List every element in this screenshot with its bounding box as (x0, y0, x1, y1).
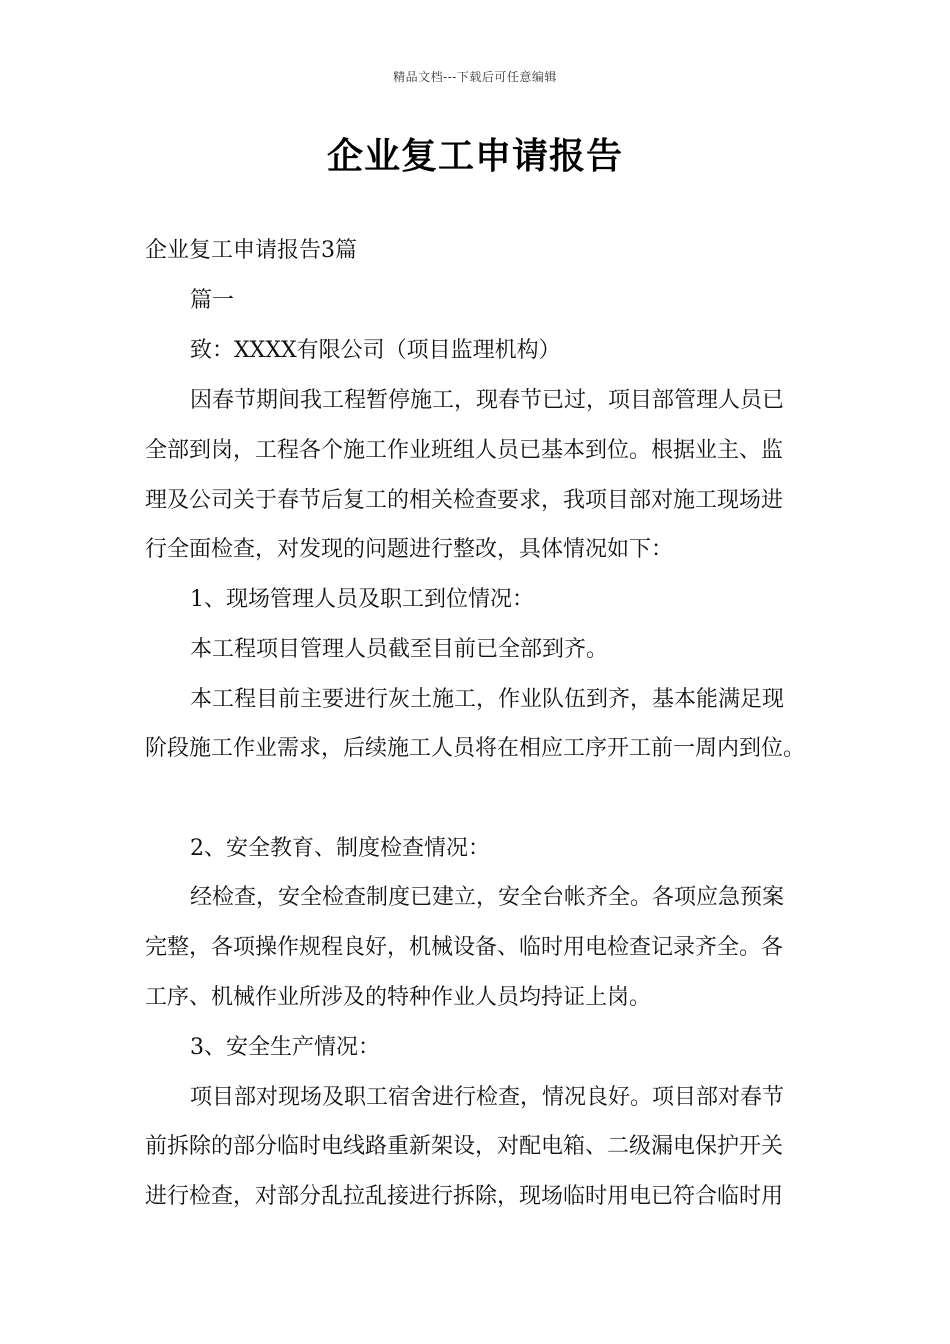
paragraph-line: 阶段施工作业需求，后续施工人员将在相应工序开工前一周内到位。 (145, 736, 806, 761)
paragraph-line: 进行检查，对部分乱拉乱接进行拆除，现场临时用电已符合临时用 (145, 1184, 784, 1209)
paragraph-line: 本工程目前主要进行灰土施工，作业队伍到齐，基本能满足现 (190, 687, 785, 712)
paragraph-line: 行全面检查，对发现的问题进行整改，具体情况如下： (145, 537, 674, 562)
paragraph-line: 因春节期间我工程暂停施工，现春节已过，项目部管理人员已 (190, 388, 785, 413)
paragraph-line: 项目部对现场及职工宿舍进行检查，情况良好。项目部对春节 (190, 1085, 785, 1110)
section-heading: 篇一 (190, 288, 235, 313)
paragraph-line: 前拆除的部分临时电线路重新架设，对配电箱、二级漏电保护开关 (145, 1134, 784, 1159)
item-heading: 1、现场管理人员及职工到位情况： (190, 587, 534, 612)
paragraph-line: 全部到岗，工程各个施工作业班组人员已基本到位。根据业主、监 (145, 438, 784, 463)
paragraph-line: 本工程项目管理人员截至目前已全部到齐。 (190, 637, 609, 662)
paragraph-line: 工序、机械作业所涉及的特种作业人员均持证上岗。 (145, 985, 652, 1010)
subtitle-line: 企业复工申请报告3篇 (145, 238, 357, 263)
addressee-line: 致：XXXX有限公司（项目监理机构） (190, 338, 561, 363)
document-title: 企业复工申请报告 (326, 135, 623, 177)
header-note: 精品文档---下载后可任意编辑 (393, 70, 557, 84)
item-heading: 2、安全教育、制度检查情况： (190, 836, 490, 861)
paragraph-line: 经检查，安全检查制度已建立，安全台帐齐全。各项应急预案 (190, 885, 785, 910)
paragraph-line: 完整，各项操作规程良好，机械设备、临时用电检查记录齐全。各 (145, 935, 784, 960)
paragraph-line: 理及公司关于春节后复工的相关检查要求，我项目部对施工现场进 (145, 488, 784, 513)
item-heading: 3、安全生产情况： (190, 1035, 380, 1060)
